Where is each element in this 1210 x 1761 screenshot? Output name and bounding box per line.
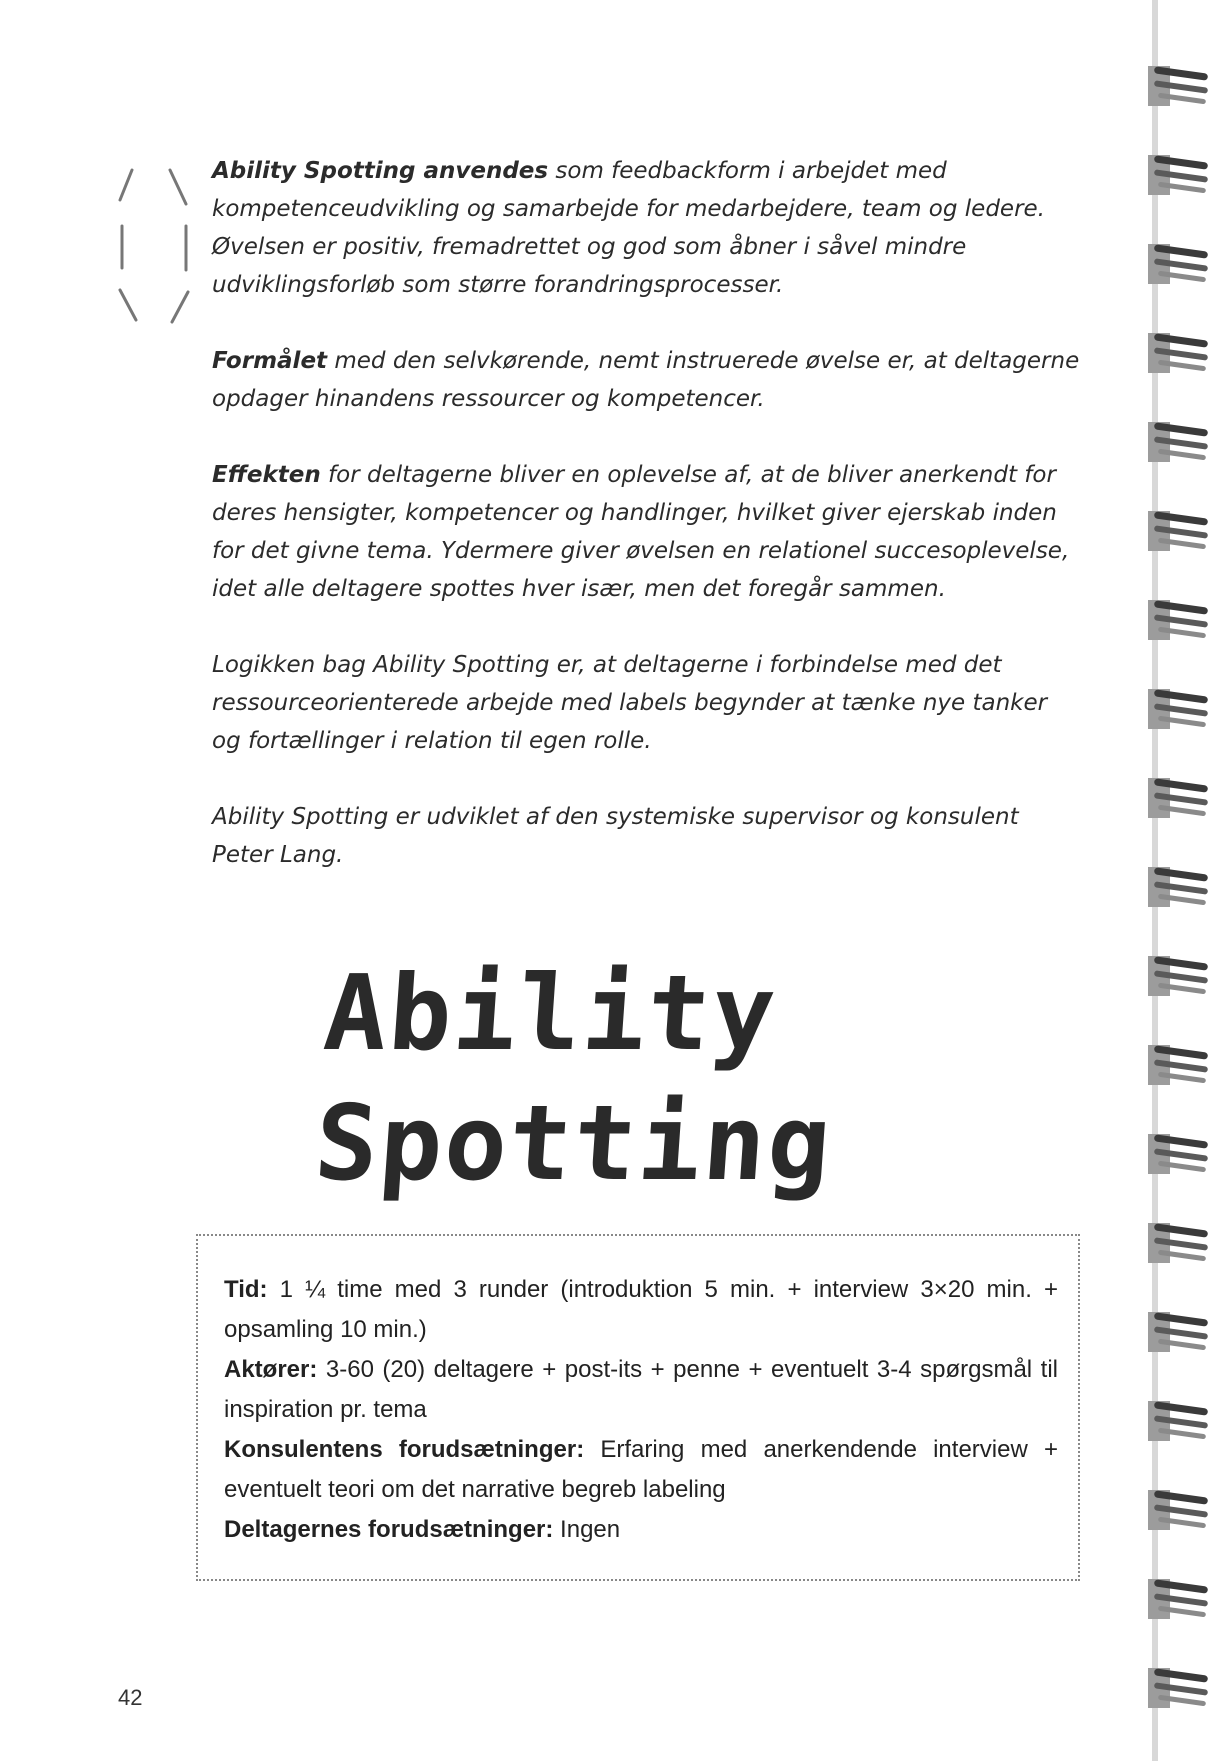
- binding-ring-icon: [1144, 1128, 1210, 1180]
- binding-ring-icon: [1144, 1573, 1210, 1625]
- binding-ring-icon: [1144, 1662, 1210, 1714]
- binding-ring-icon: [1144, 416, 1210, 468]
- info-time-label: Tid:: [224, 1276, 268, 1303]
- info-time-value: 1 ¼ time med 3 runder (introduktion 5 min. + interview 3×20 min. + opsamling 10 min.): [224, 1276, 1058, 1343]
- intro-paragraph-usage: [212, 152, 1080, 304]
- intro-paragraph-effect: [212, 456, 1080, 608]
- binding-ring-icon: [1144, 1217, 1210, 1269]
- binding-ring-icon: [1144, 1395, 1210, 1447]
- page-title: Ability Spotting: [311, 952, 837, 1204]
- effect-text: for deltagerne bliver en oplevelse af, at de bliver anerkendt for deres hensigter, kompetencer og handlinger, hvilket giver ejerskab inden for det givne tema. Ydermere giver øvelsen en relationel succesoplevelse, idet alle deltagere spottes hver især, men det foregår sammen.: [212, 462, 1070, 602]
- binding-ring-icon: [1144, 772, 1210, 824]
- info-actors-value: 3-60 (20) deltagere + post-its + penne + eventuelt 3-4 spørgsmål til inspiration pr. tema: [224, 1356, 1058, 1423]
- binding-ring-icon: [1144, 60, 1210, 112]
- binding-ring-icon: [1144, 594, 1210, 646]
- purpose-lead: Formålet: [212, 348, 328, 374]
- binding-ring-icon: [1144, 950, 1210, 1002]
- effect-lead: Effekten: [212, 462, 321, 488]
- binding-ring-icon: [1144, 1306, 1210, 1358]
- info-participants: [224, 1510, 1058, 1550]
- info-participants-value: Ingen: [553, 1516, 621, 1543]
- info-consultant-value: Erfaring med anerkendende interview + eventuelt teori om det narrative begreb labeling: [224, 1436, 1058, 1503]
- purpose-text: med den selvkørende, nemt instruerede øvelse er, at deltagerne opdager hinandens ressourcer og kompetencer.: [212, 348, 1080, 412]
- exercise-info-box: [196, 1234, 1080, 1581]
- binding-ring-icon: [1144, 327, 1210, 379]
- binding-ring-icon: [1144, 861, 1210, 913]
- info-actors-label: Aktører:: [224, 1356, 318, 1383]
- intro-paragraph-purpose: [212, 342, 1080, 418]
- intro-text: [212, 152, 1080, 912]
- intro-paragraph-logic: Logikken bag Ability Spotting er, at deltagerne i forbindelse med det ressourceorienterede arbejde med labels begynder at tænke nye tanker og fortællinger i relation til egen rolle.: [212, 652, 1048, 754]
- parenthesis-decoration-icon: [110, 160, 200, 330]
- usage-text: som feedbackform i arbejdet med kompetenceudvikling og samarbejde for medarbejdere, team og ledere. Øvelsen er positiv, fremadrettet og god som åbner i såvel mindre udviklingsforløb som større forandringsprocesser.: [212, 158, 1045, 298]
- binding-ring-icon: [1144, 1484, 1210, 1536]
- intro-paragraph-origin: Ability Spotting er udviklet af den systemiske supervisor og konsulent Peter Lang.: [212, 804, 1019, 868]
- binding-ring-icon: [1144, 505, 1210, 557]
- info-consultant: [224, 1430, 1058, 1510]
- info-participants-label: Deltagernes forudsætninger:: [224, 1516, 554, 1543]
- spiral-binding: [1144, 0, 1210, 1761]
- info-consultant-label: Konsulentens forudsætninger:: [224, 1436, 585, 1463]
- binding-ring-icon: [1144, 683, 1210, 735]
- binding-ring-icon: [1144, 238, 1210, 290]
- info-time: [224, 1270, 1058, 1350]
- binding-ring-icon: [1144, 149, 1210, 201]
- binding-ring-icon: [1144, 1039, 1210, 1091]
- usage-lead: Ability Spotting anvendes: [212, 158, 549, 184]
- exercise-info-content: [224, 1270, 1058, 1550]
- info-actors: [224, 1350, 1058, 1430]
- page-number: 42: [118, 1685, 143, 1710]
